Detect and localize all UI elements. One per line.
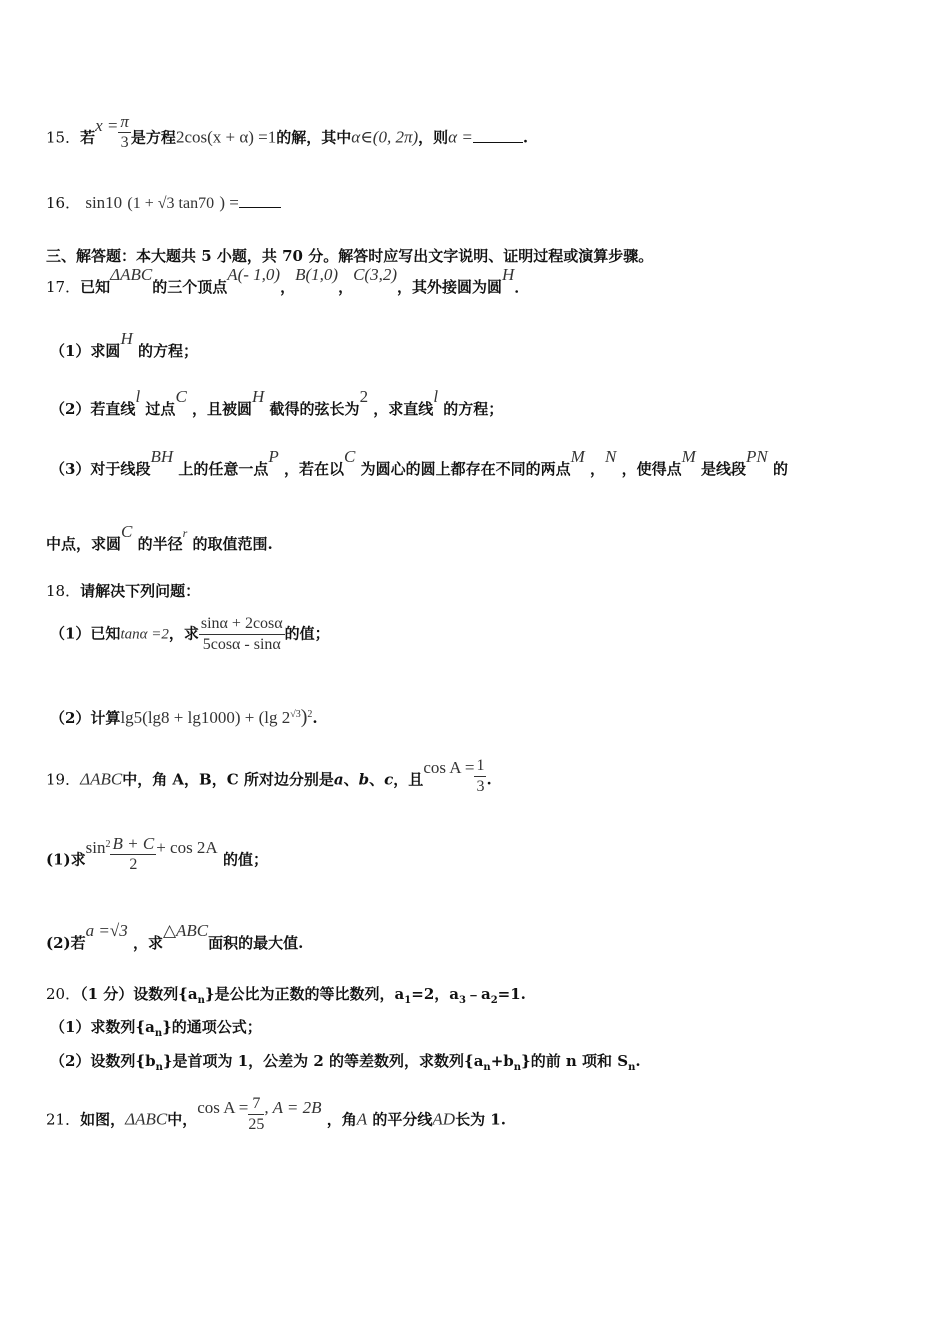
question-19: 19．ΔABC中，角 A，B，C 所对边分别是a、b、c，且cos A = $\frac{1}{3}$ . [46,757,492,795]
q15-number: 15． [46,128,81,147]
question-17: 17．已知ΔABC的三个顶点A(- 1,0)，B(1,0)，C(3,2)，其外接圆为圆H． [46,265,530,296]
q15-fraction: $\frac{\pi}{3}$ [120,112,129,151]
q17-part-3: （3）对于线段BH 上的任意一点P ，若在以C 为圆心的圆上都存在不同的两点M ，N ，使得点M 是线段PN 的 [50,447,789,478]
question-20: 20．（1 分）设数列$\{a_n\}$是公比为正数的等比数列，$a_1=2$，$a_3﹣a_2=1$. [46,985,526,1006]
answer-blank [473,142,523,143]
answer-blank [239,207,281,208]
question-18: 18．请解决下列问题： [46,582,201,600]
q19-part-1: (1)求$\sin^2$ $\frac{B + C}{2}$ + cos 2A 的值； [46,834,268,873]
q15-condition: α∈(0, 2π) [351,127,419,147]
q20-part-1: （1）求数列$\{a_n\}$的通项公式； [50,1018,262,1039]
q17-part-2: （2）若直线l 过点C ，且被圆H 截得的弦长为2 ，求直线l 的方程； [50,387,504,418]
q15-x-eq: x = [95,115,119,135]
q19-part-2: (2)若a =√3 ，求△ABC面积的最大值. [46,921,304,952]
q16-number: 16． [46,194,81,212]
question-15: 15．若x = $\frac{\pi}{3}$ 是方程2cos(x + α) =1的解，其中α∈(0, 2π)，则α = . [46,112,529,151]
q15-text: 若 [80,128,96,147]
q15-equation: 2cos(x + α) =1 [175,127,277,147]
question-21: 21．如图，ΔABC中，cos A = $\frac{7}{25}$ , A = 2B ，角A 的平分线AD长为 1. [46,1095,506,1133]
q20-part-2: （2）设数列$\{b_n\}$是首项为 1，公差为 2 的等差数列，求数列$\{a_n+b_n\}$的前 n 项和 $S_n$. [50,1052,641,1073]
q18-part-1: （1）已知tanα =2，求 $\frac{\sin\alpha + 2\cos\alpha}{5\cos\alpha - \sin\alpha}$ 的值； [50,615,330,653]
q18-fraction: $\frac{\sin\alpha + 2\cos\alpha}{5\cos\alpha - \sin\alpha}$ [200,615,283,653]
q18-part-2: （2）计算lg5(lg8 + lg1000) + (lg $2^{√3})^2$. [50,706,318,728]
q17-part-3-cont: 中点，求圆C 的半径$^r$ 的取值范围. [46,522,273,553]
question-16: 16． sin10 (1 + √3 tan70 ) = [46,192,281,213]
section-heading: 三、解答题：本大题共 5 小题，共 70 分。解答时应写出文字说明、证明过程或演算步骤。 [46,247,654,265]
q17-part-1: （1）求圆H 的方程； [50,329,198,360]
